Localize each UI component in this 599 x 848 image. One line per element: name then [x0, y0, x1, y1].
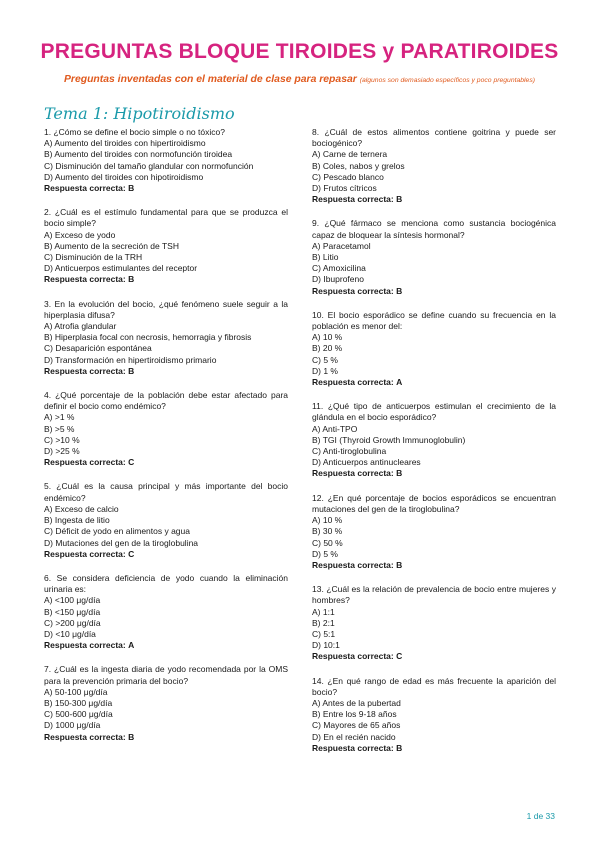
answer-option: A) >1 %	[44, 412, 75, 423]
correct-answer	[44, 366, 288, 377]
answer-option: B) 2:1	[312, 617, 335, 628]
answer-option: A) 10 %	[312, 332, 343, 343]
answer-option: B) 20 %	[312, 343, 343, 354]
page-number: 1 de 33	[526, 811, 555, 821]
page-subtitle	[0, 74, 599, 85]
answer-option: A) Anti-TPO	[312, 423, 358, 434]
question-stem: 5. ¿Cuál es la causa principal y más importante del bocio endémico?	[44, 481, 288, 503]
question-block	[44, 481, 288, 559]
answer-letter: B	[396, 194, 403, 205]
answer-option: D) Mutaciones del gen de la tiroglobulina	[44, 537, 199, 548]
answer-option: B) Ingesta de litio	[44, 515, 110, 526]
correct-answer	[312, 468, 556, 479]
answer-option: B) <150 μg/día	[44, 606, 101, 617]
answer-option: D) 5 %	[312, 548, 338, 559]
answer-label: Respuesta correcta:	[312, 468, 394, 479]
question-block	[44, 127, 288, 194]
correct-answer	[312, 377, 556, 388]
answer-option: D) Ibuprofeno	[312, 274, 364, 285]
answer-option: D) >25 %	[44, 446, 80, 457]
question-block	[312, 493, 556, 571]
answer-label: Respuesta correcta:	[44, 365, 126, 376]
answer-option: B) >5 %	[44, 423, 75, 434]
answer-option: B) 30 %	[312, 526, 343, 537]
correct-answer	[44, 732, 288, 743]
question-block	[312, 401, 556, 479]
question-block	[312, 584, 556, 662]
answer-label: Respuesta correcta:	[312, 559, 394, 570]
answer-option: D) Aumento del tiroides con hipotiroidismo	[44, 171, 204, 182]
answer-option: B) Aumento de la secreción de TSH	[44, 240, 179, 251]
question-stem: 3. En la evolución del bocio, ¿qué fenómeno suele seguir a la hiperplasia difusa?	[44, 298, 288, 320]
answer-option: C) Anti-tiroglobulina	[312, 446, 387, 457]
answer-option: A) <100 μg/día	[44, 595, 101, 606]
question-block	[44, 299, 288, 377]
answer-option: C) 50 %	[312, 537, 343, 548]
answer-option: B) Entre los 9-18 años	[312, 709, 397, 720]
answer-option: C) Mayores de 65 años	[312, 720, 401, 731]
answer-option: A) Antes de la pubertad	[312, 697, 401, 708]
answer-label: Respuesta correcta:	[312, 377, 394, 388]
answer-option: D) 10:1	[312, 640, 340, 651]
answer-letter: C	[128, 548, 135, 559]
question-stem: 7. ¿Cuál es la ingesta diaria de yodo recomendada por la OMS para la prevención primaria del bocio?	[44, 664, 288, 686]
answer-label: Respuesta correcta:	[44, 640, 126, 651]
left-column	[44, 127, 288, 756]
answer-option: C) >10 %	[44, 434, 80, 445]
section-heading: Tema 1: Hipotiroidismo	[44, 104, 235, 123]
answer-label: Respuesta correcta:	[312, 285, 394, 296]
question-block	[312, 127, 556, 205]
correct-answer	[312, 651, 556, 662]
answer-option: C) Déficit de yodo en alimentos y agua	[44, 526, 190, 537]
answer-letter: B	[396, 742, 403, 753]
answer-option: C) 5:1	[312, 628, 336, 639]
answer-letter: B	[128, 274, 135, 285]
question-block	[44, 573, 288, 651]
question-stem: 10. El bocio esporádico se define cuando su frecuencia en la población es menor del:	[312, 309, 556, 332]
answer-option: A) 1:1	[312, 606, 335, 617]
question-block	[44, 390, 288, 468]
answer-letter: B	[128, 731, 135, 742]
answer-option: D) Transformación en hipertiroidismo primario	[44, 354, 217, 365]
answer-option: B) Aumento del tiroides con normofunción tiroidea	[44, 149, 233, 160]
answer-option: C) Pescado blanco	[312, 171, 384, 182]
answer-label: Respuesta correcta:	[312, 194, 394, 205]
answer-letter: A	[396, 377, 403, 388]
answer-option: A) Paracetamol	[312, 240, 371, 251]
answer-option: D) Anticuerpos antinucleares	[312, 457, 421, 468]
correct-answer	[44, 274, 288, 285]
correct-answer	[312, 286, 556, 297]
answer-option: C) >200 μg/día	[44, 617, 101, 628]
answer-option: B) 150-300 μg/día	[44, 697, 113, 708]
answer-option: C) Amoxicilina	[312, 263, 366, 274]
answer-letter: B	[128, 183, 135, 194]
correct-answer	[312, 560, 556, 571]
answer-option: B) Hiperplasia focal con necrosis, hemorragia y fibrosis	[44, 332, 252, 343]
answer-option: C) Desaparición espontánea	[44, 343, 152, 354]
correct-answer	[44, 183, 288, 194]
answer-option: A) Aumento del tiroides con hipertiroidismo	[44, 138, 206, 149]
answer-option: B) Litio	[312, 252, 339, 263]
answer-letter: B	[396, 468, 403, 479]
answer-label: Respuesta correcta:	[312, 742, 394, 753]
question-block	[44, 207, 288, 285]
answer-letter: C	[128, 457, 135, 468]
answer-letter: B	[128, 365, 135, 376]
answer-option: D) 1000 μg/día	[44, 720, 101, 731]
question-block	[312, 310, 556, 388]
answer-label: Respuesta correcta:	[44, 548, 126, 559]
answer-letter: B	[396, 285, 403, 296]
answer-option: C) Disminución del tamaño glandular con normofunción	[44, 160, 254, 171]
answer-letter: C	[396, 651, 403, 662]
question-stem: 2. ¿Cuál es el estímulo fundamental para que se produzca el bocio simple?	[44, 207, 288, 229]
answer-option: C) 500-600 μg/día	[44, 709, 113, 720]
answer-option: D) En el recién nacido	[312, 731, 396, 742]
answer-letter: B	[396, 559, 403, 570]
answer-option: D) Anticuerpos estimulantes del receptor	[44, 263, 198, 274]
question-stem: 12. ¿En qué porcentaje de bocios esporádicos se encuentran mutaciones del gen de la tiroglobulina?	[312, 492, 556, 514]
question-stem: 1. ¿Cómo se define el bocio simple o no tóxico?	[44, 127, 225, 137]
question-stem: 4. ¿Qué porcentaje de la población debe estar afectado para definir el bocio como endémico?	[44, 390, 288, 412]
correct-answer	[44, 640, 288, 651]
answer-label: Respuesta correcta:	[312, 651, 394, 662]
question-stem: 8. ¿Cuál de estos alimentos contiene goitrina y puede ser bociogénico?	[312, 127, 556, 149]
correct-answer	[312, 194, 556, 205]
subtitle-text: Preguntas inventadas con el material de clase para repasar	[63, 74, 357, 85]
answer-option: B) Coles, nabos y grelos	[312, 160, 405, 171]
question-block	[312, 218, 556, 296]
answer-label: Respuesta correcta:	[44, 183, 126, 194]
right-column	[312, 127, 556, 767]
correct-answer	[44, 457, 288, 468]
answer-option: D) Frutos cítricos	[312, 183, 377, 194]
subtitle-note: (algunos son demasiado específicos y poco preguntables)	[359, 77, 536, 84]
correct-answer	[312, 743, 556, 754]
question-block	[44, 664, 288, 742]
answer-option: A) Atrofia glandular	[44, 321, 117, 332]
answer-option: D) 1 %	[312, 365, 338, 376]
question-stem: 6. Se considera deficiencia de yodo cuando la eliminación urinaria es:	[44, 572, 288, 595]
question-stem: 9. ¿Qué fármaco se menciona como sustancia bociogénica capaz de bloquear la síntesis hormonal?	[312, 218, 556, 240]
answer-label: Respuesta correcta:	[44, 457, 126, 468]
question-stem: 13. ¿Cuál es la relación de prevalencia de bocio entre mujeres y hombres?	[312, 584, 556, 606]
answer-option: B) TGI (Thyroid Growth Immunoglobulin)	[312, 434, 466, 445]
answer-option: D) <10 μg/día	[44, 628, 96, 639]
question-stem: 11. ¿Qué tipo de anticuerpos estimulan el crecimiento de la glándula en el bocio esporádico?	[312, 401, 556, 423]
answer-option: C) Disminución de la TRH	[44, 252, 143, 263]
page-title: PREGUNTAS BLOQUE TIROIDES y PARATIROIDES	[40, 40, 559, 63]
question-block	[312, 676, 556, 754]
answer-option: A) Exceso de calcio	[44, 503, 119, 514]
answer-label: Respuesta correcta:	[44, 731, 126, 742]
answer-option: A) 10 %	[312, 515, 343, 526]
answer-option: A) Exceso de yodo	[44, 229, 116, 240]
answer-option: A) Carne de ternera	[312, 149, 388, 160]
answer-letter: A	[128, 640, 135, 651]
answer-option: A) 50-100 μg/día	[44, 686, 108, 697]
answer-option: C) 5 %	[312, 354, 338, 365]
answer-label: Respuesta correcta:	[44, 274, 126, 285]
question-stem: 14. ¿En qué rango de edad es más frecuente la aparición del bocio?	[312, 675, 556, 697]
correct-answer	[44, 549, 288, 560]
